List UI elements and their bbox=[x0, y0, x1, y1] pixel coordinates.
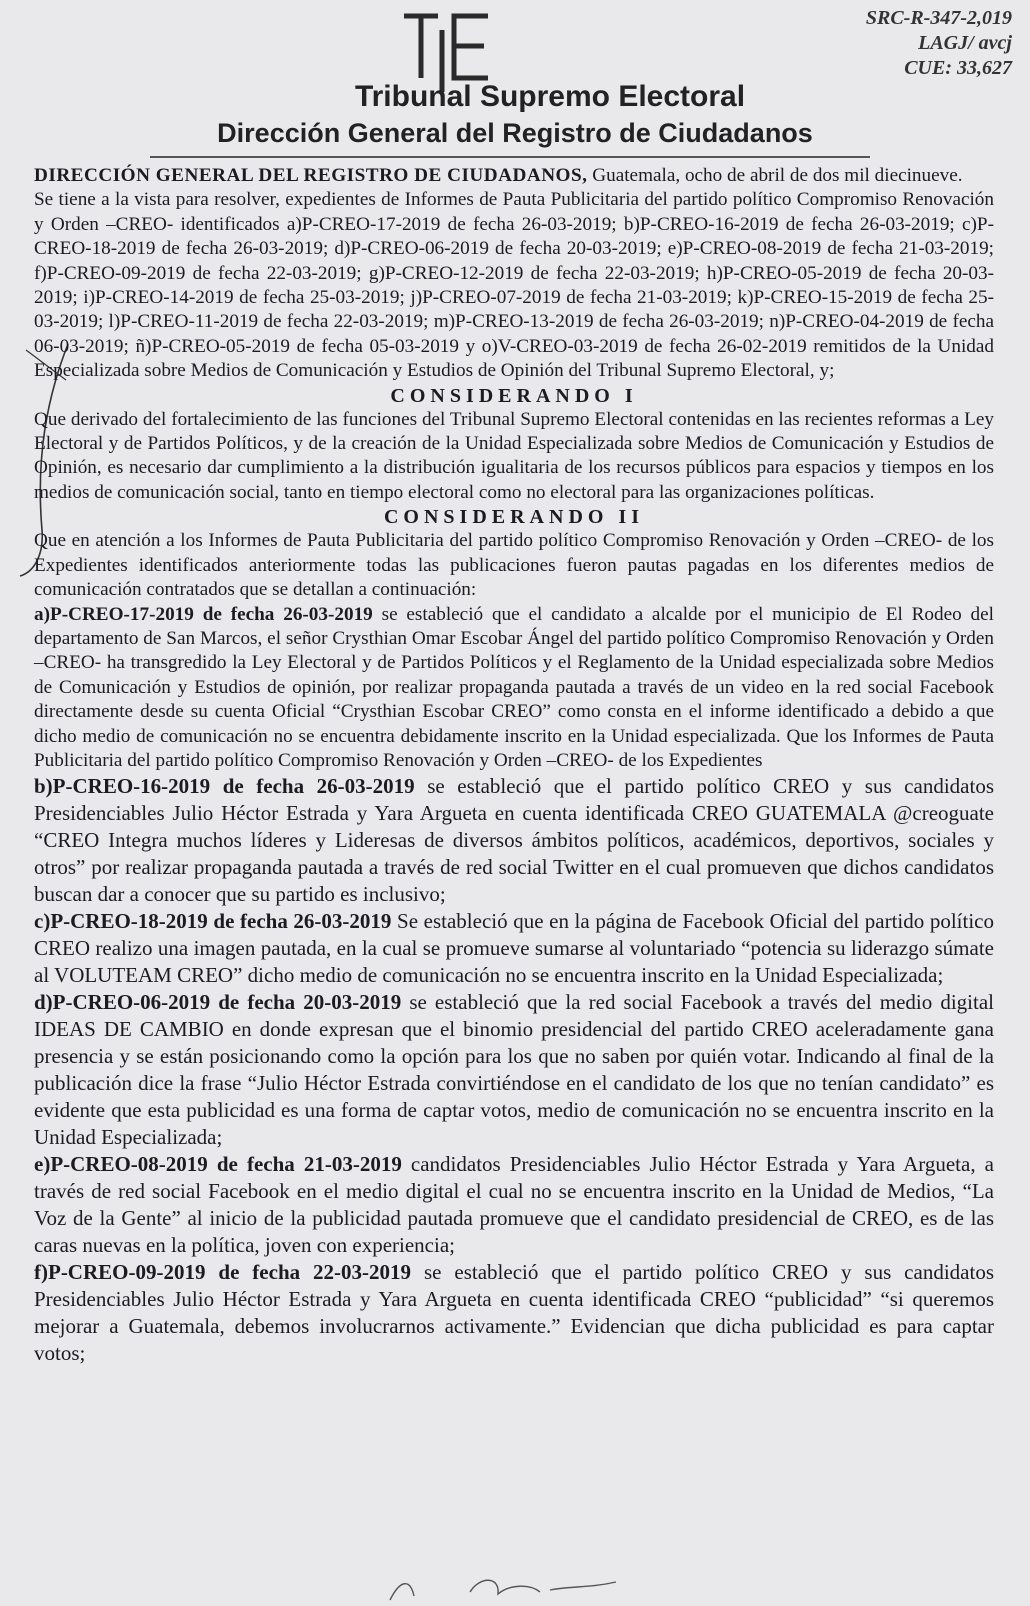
item-d-label: d)P-CREO-06-2019 de fecha 20-03-2019 bbox=[34, 990, 402, 1015]
item-a-text: se estableció que el candidato a alcalde por el municipio de El Rodeo del departamento de San Marcos, el señor Crysthian Omar Escobar Ángel del partido político Compromiso Renovación y Orden –CREO- ha transgredido la Ley Electoral y de Partidos Políticos y el Reglamento de la Unidad especializada sobre Medios de Comunicación y Estudios de opinión, por realizar propaganda pautada a través de un video en la red social Facebook directamente desde su cuenta Oficial “Crysthian Escobar CREO” como consta en el informe identificado a debido a que dicho medio de comunicación no se encuentra debidamente inscrito en la Unidad especializada. Que los Informes de Pauta Publicitaria del partido político Compromiso Renovación y Orden –CREO- de los Expedientes bbox=[34, 603, 994, 771]
item-b bbox=[34, 773, 994, 908]
considerando-1-text: Que derivado del fortalecimiento de las funciones del Tribunal Supremo Electoral contenidas en las recientes reformas a Ley Electoral y de Partidos Políticos, y de la creación de la Unidad Especializada sobre Medios de Comunicación y Estudios de Opinión, es necesario dar cumplimiento a la distribución igualitaria de los recursos públicos para espacios y tiempos en los medios de comunicación social, tanto en tiempo electoral como no electoral para las organizaciones políticas. bbox=[34, 408, 994, 503]
item-d bbox=[34, 989, 994, 1151]
reference-resolution: SRC-R-347-2,019 bbox=[865, 7, 1012, 29]
document-body bbox=[34, 164, 994, 1367]
considerando-2-heading: CONSIDERANDO II bbox=[383, 506, 645, 529]
reference-initials: LAGJ/ avcj bbox=[918, 32, 1012, 54]
intro-date: Guatemala, ocho de abril de dos mil diecinueve. bbox=[587, 165, 963, 186]
item-c-label: c)P-CREO-18-2019 de fecha 26-03-2019 bbox=[34, 909, 392, 934]
signature-mark-icon bbox=[380, 1570, 640, 1606]
intro-paragraph bbox=[34, 164, 994, 188]
item-c-text: Se estableció que en la página de Facebook Oficial del partido político CREO realizo una imagen pautada, en la cual se promueve sumarse al voluntariado “potencia su liderazgo súmate al VOLUTEAM CREO” dicho medio de comunicación no se encuentra inscrito en la Unidad Especializada; bbox=[34, 909, 995, 988]
item-f bbox=[34, 1259, 994, 1367]
item-c bbox=[34, 908, 994, 989]
header-divider bbox=[150, 156, 870, 158]
considerando-2-text: Que en atención a los Informes de Pauta Publicitaria del partido político Compromiso Renovación y Orden –CREO- de los Expedientes identificados anteriormente todas las publicaciones fueron pautas pagadas en los diferentes medios de comunicación contratados que se detallan a continuación: bbox=[34, 530, 994, 601]
institution-department: Dirección General del Registro de Ciudadanos bbox=[217, 118, 813, 148]
item-f-label: f)P-CREO-09-2019 de fecha 22-03-2019 bbox=[34, 1260, 412, 1285]
item-a-label: a)P-CREO-17-2019 de fecha 26-03-2019 bbox=[34, 603, 373, 625]
item-f-text: se estableció que el partido político CREO y sus candidatos Presidenciables Julio Héctor Estrada y Yara Argueta en cuenta identificada CREO “publicidad” “si queremos mejorar a Guatemala, debemos involucrarnos activamente.” Evidencian que dicha publicidad es para captar votos; bbox=[34, 1260, 994, 1366]
intro-body: Se tiene a la vista para resolver, expedientes de Informes de Pauta Publicitaria del partido político Compromiso Renovación y Orden –CREO- identificados a)P-CREO-17-2019 de fecha 26-03-2019; b)P-CREO-16-2019 de fecha 26-03-2019; c)P-CREO-18-2019 de fecha 26-03-2019; d)P-CREO-06-2019 de fecha 20-03-2019; e)P-CREO-08-2019 de fecha 21-03-2019; f)P-CREO-09-2019 de fecha 22-03-2019; g)P-CREO-12-2019 de fecha 22-03-2019; h)P-CREO-05-2019 de fecha 20-03-2019; i)P-CREO-14-2019 de fecha 25-03-2019; j)P-CREO-07-2019 de fecha 21-03-2019; k)P-CREO-15-2019 de fecha 25-03-2019; l)P-CREO-11-2019 de fecha 22-03-2019; m)P-CREO-13-2019 de fecha 26-03-2019; n)P-CREO-04-2019 de fecha 06-03-2019; ñ)P-CREO-05-2019 de fecha 05-03-2019 y o)V-CREO-03-2019 de fecha 26-02-2019 remitidos de la Unidad Especializada sobre Medios de Comunicación y Estudios de Opinión del Tribunal Supremo Electoral, y; bbox=[34, 189, 994, 382]
reference-block bbox=[866, 6, 1012, 81]
item-b-label: b)P-CREO-16-2019 de fecha 26-03-2019 bbox=[34, 774, 415, 799]
institution-name: Tribunal Supremo Electoral bbox=[354, 80, 746, 113]
considerando-1-heading: CONSIDERANDO I bbox=[390, 384, 638, 407]
intro-lead: DIRECCIÓN GENERAL DEL REGISTRO DE CIUDADANOS, bbox=[34, 165, 588, 186]
reference-cue: CUE: 33,627 bbox=[904, 57, 1012, 79]
item-b-text: se estableció que el partido político CREO y sus candidatos Presidenciables Julio Héctor Estrada y Yara Argueta en cuenta identificada CREO GUATEMALA @creoguate “CREO Integra muchos líderes y Lideresas de diversos ámbitos políticos, académicos, deportivos, sociales y otros” por realizar propaganda pautada a través de red social Twitter en el cual promueven que dichos candidatos buscan dar a conocer que su partido es inclusivo; bbox=[34, 774, 994, 907]
item-d-text: se estableció que la red social Facebook a través del medio digital IDEAS DE CAMBIO en donde expresan que el binomio presidencial del partido CREO aceleradamente gana presencia y se están posicionando como la opción para los que no saben por quién votar. Indicando al final de la publicación dice la frase “Julio Héctor Estrada convirtiéndose en el candidato de los que no tenían candidato” es evidente que esta publicidad es una forma de captar votos, medio de comunicación no se encuentra inscrito en la Unidad Especializada; bbox=[34, 990, 994, 1150]
item-e bbox=[34, 1151, 994, 1259]
item-a bbox=[34, 603, 994, 774]
item-e-text: candidatos Presidenciables Julio Héctor Estrada y Yara Argueta, a través de red social Facebook en el medio digital el cual no se encuentra inscrito en la Unidad de Medios, “La Voz de la Gente” al inicio de la publicidad pautada promueve que el candidato presidencial de CREO, es de las caras nuevas en la política, joven con experiencia; bbox=[34, 1152, 994, 1258]
item-e-label: e)P-CREO-08-2019 de fecha 21-03-2019 bbox=[34, 1152, 402, 1177]
